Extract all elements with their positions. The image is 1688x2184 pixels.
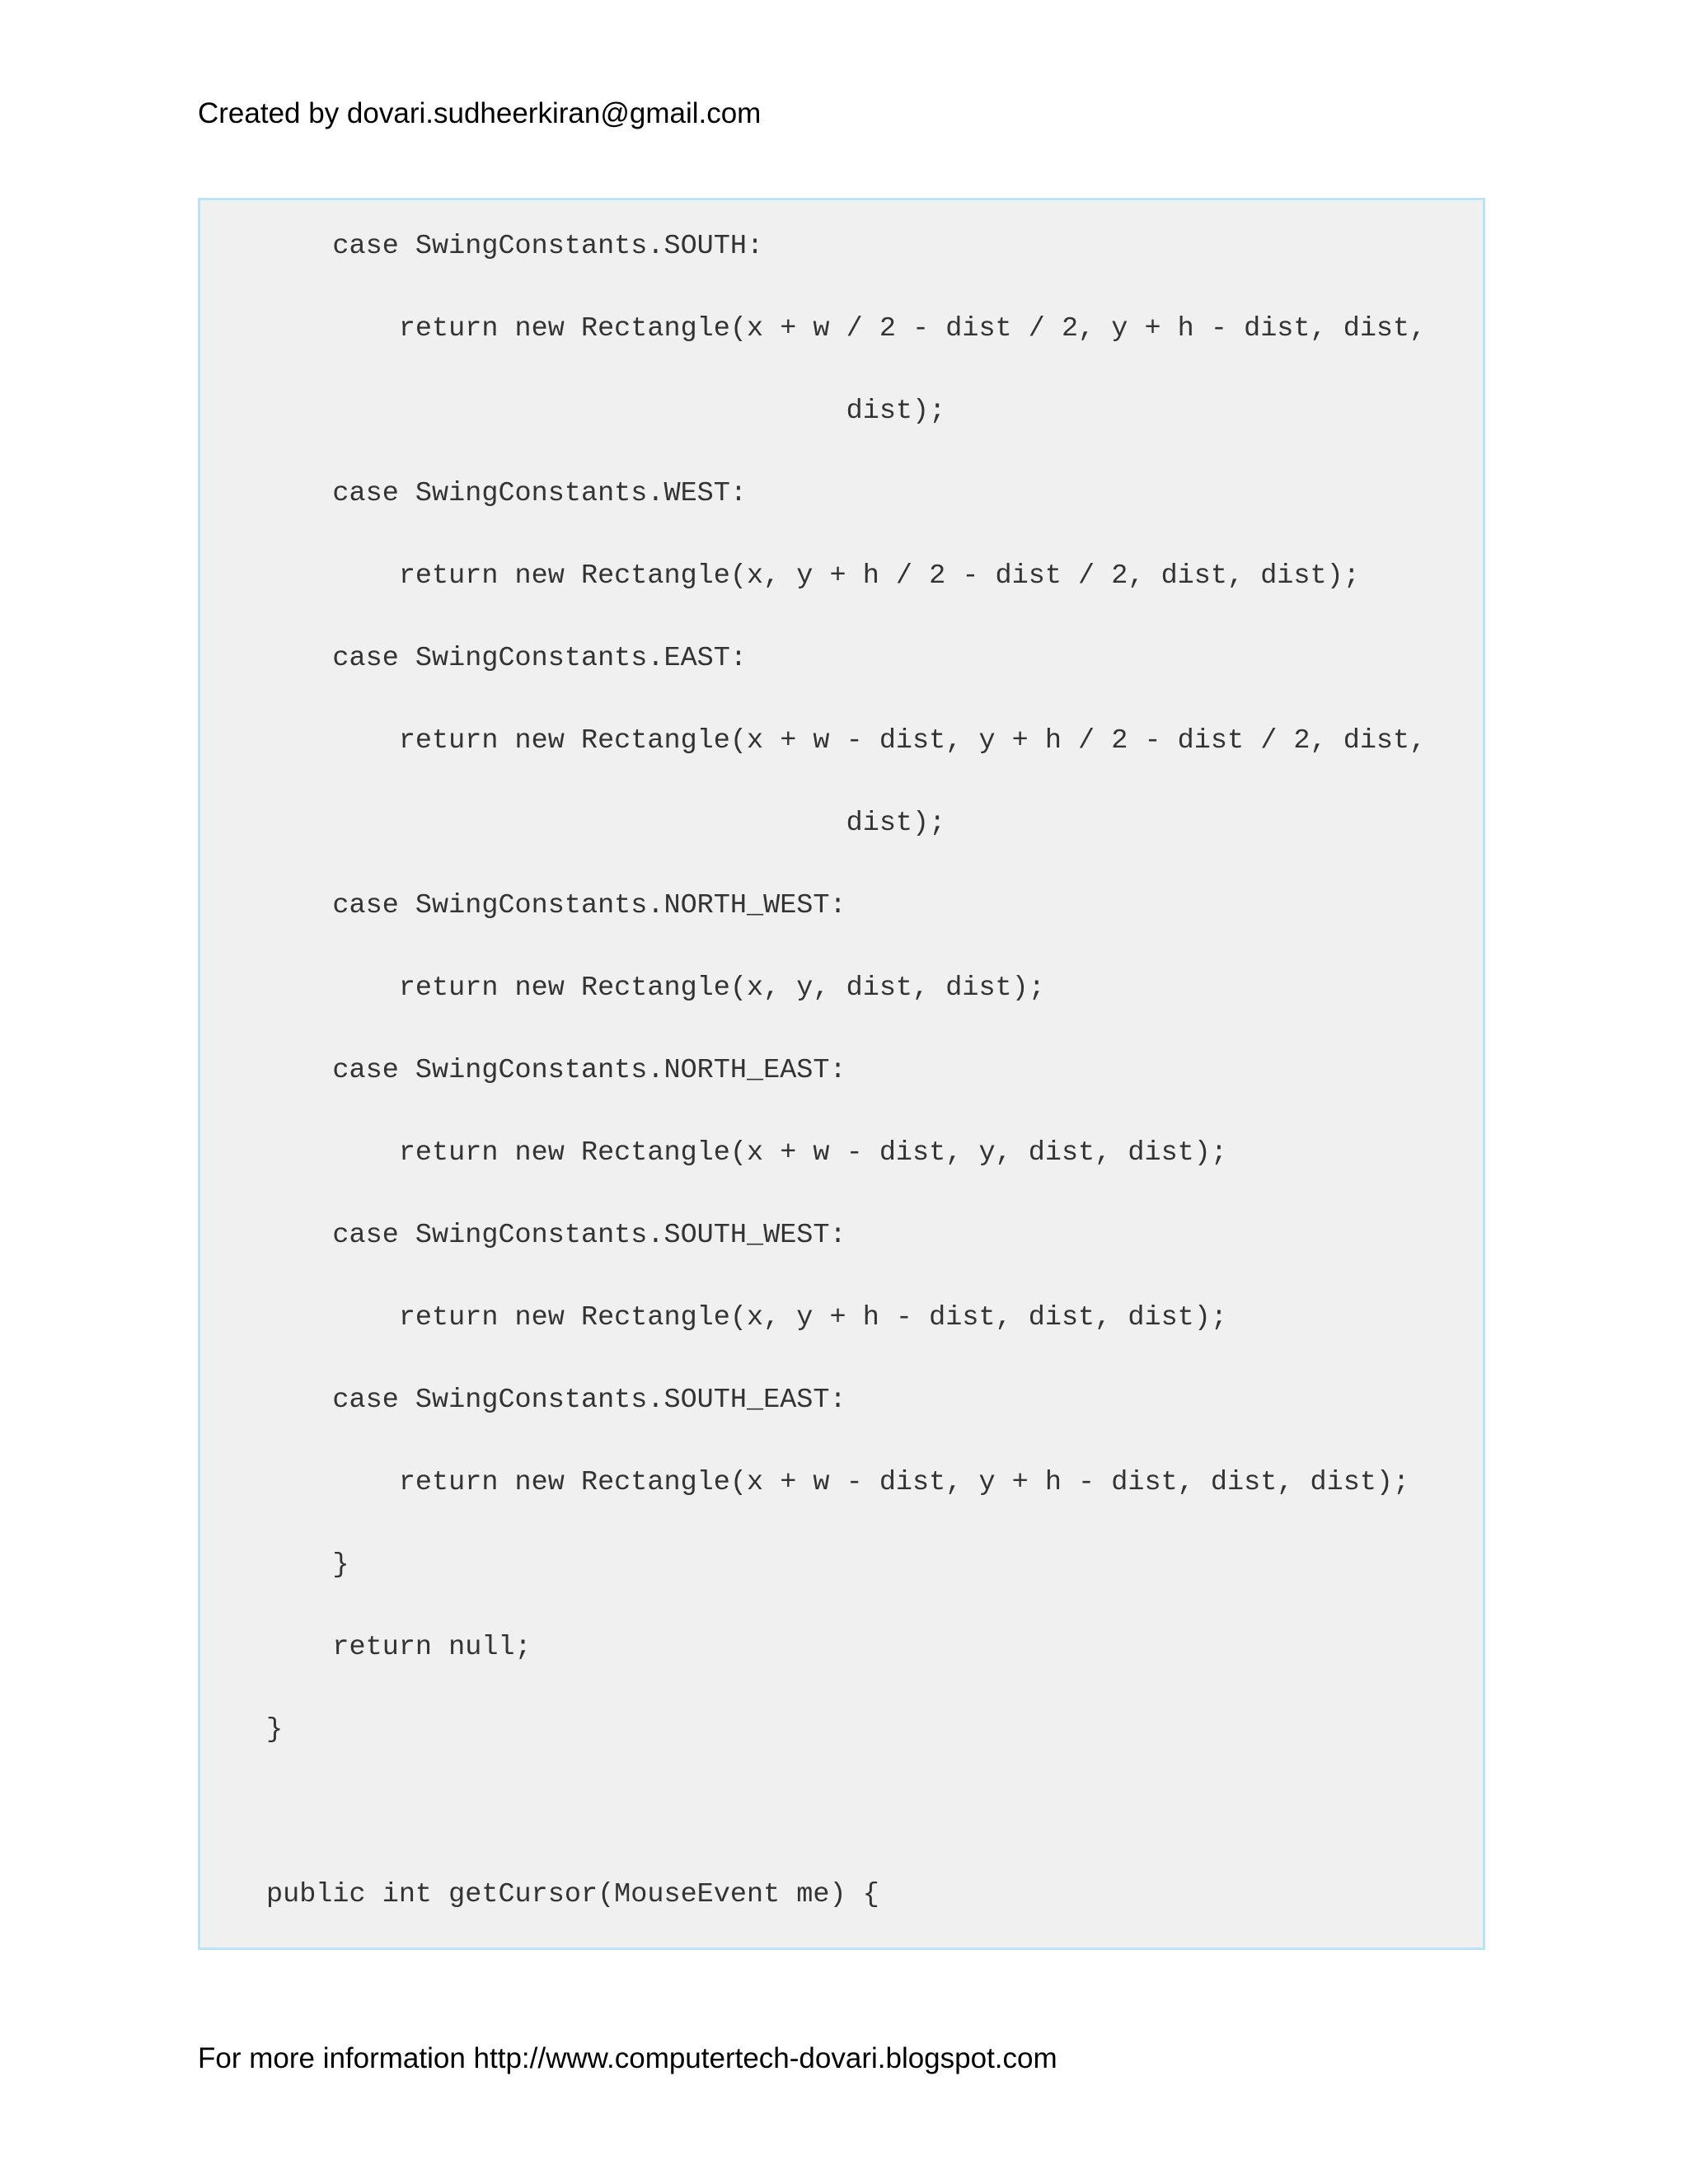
code-line: case SwingConstants.SOUTH: (266, 231, 764, 262)
code-line: case SwingConstants.EAST: (266, 643, 747, 674)
code-line: return new Rectangle(x + w / 2 - dist / 2, y + h - dist, dist, (266, 313, 1427, 344)
code-line: return new Rectangle(x + w - dist, y, dist, dist); (266, 1137, 1227, 1169)
code-block (198, 198, 1485, 1950)
code-line: case SwingConstants.WEST: (266, 478, 747, 509)
code-line: case SwingConstants.NORTH_EAST: (266, 1055, 846, 1086)
code-line: } (266, 1549, 349, 1581)
code-line: return null; (266, 1632, 532, 1663)
code-line: return new Rectangle(x + w - dist, y + h / 2 - dist / 2, dist, (266, 725, 1427, 757)
code-line: dist); (266, 396, 946, 427)
code-line: } (266, 1714, 284, 1746)
code-line: return new Rectangle(x + w - dist, y + h - dist, dist, dist); (266, 1467, 1410, 1498)
code-line: return new Rectangle(x, y + h - dist, dist, dist); (266, 1302, 1227, 1333)
page-header: Created by dovari.sudheerkiran@gmail.com (198, 97, 762, 129)
code-line: return new Rectangle(x, y + h / 2 - dist / 2, dist, dist); (266, 560, 1360, 592)
code-line: public int getCursor(MouseEvent me) { (266, 1879, 879, 1910)
code-line: case SwingConstants.SOUTH_WEST: (266, 1220, 846, 1251)
code-line: case SwingConstants.NORTH_WEST: (266, 890, 846, 921)
code-line: case SwingConstants.SOUTH_EAST: (266, 1385, 846, 1416)
page-footer: For more information http://www.computertech-dovari.blogspot.com (198, 2042, 1057, 2074)
code-line: return new Rectangle(x, y, dist, dist); (266, 972, 1045, 1004)
code-line: dist); (266, 808, 946, 839)
